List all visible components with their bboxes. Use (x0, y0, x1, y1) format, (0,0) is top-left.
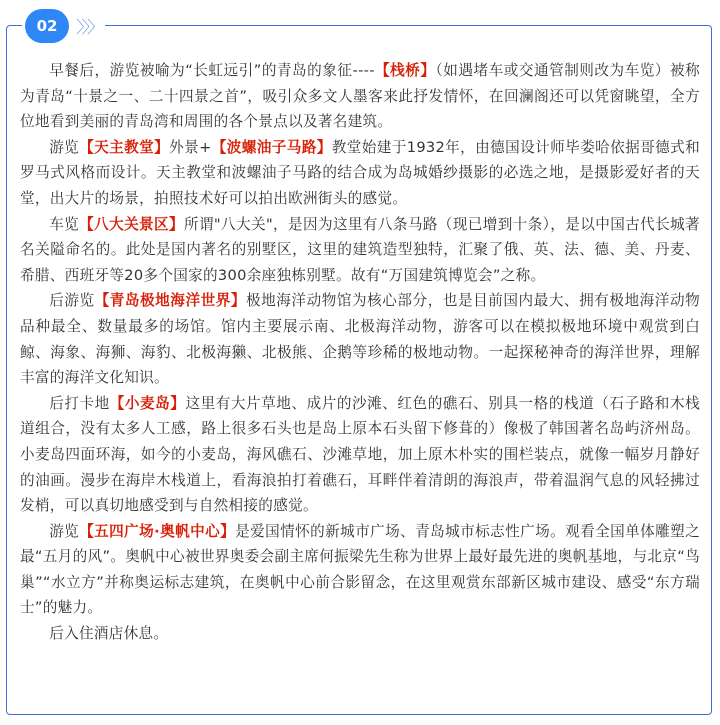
highlight-badaguan: 【八大关景区】 (79, 215, 184, 233)
paragraph-text: （如遇堵车或交通管制则改为车览）被称为青岛“十景之一、二十四景之首”，吸引众多文人墨客来此抒发情怀，在回澜阁还可以凭窗眺望，全方位地看到美丽的青岛湾和周围的各个景点以及著名建筑。 (20, 62, 701, 131)
paragraph-xiaomai-island (20, 391, 700, 519)
section-number-badge: 02 (25, 9, 69, 43)
paragraph-text: 是爱国情怀的新城市广场、青岛城市标志性广场。观看全国单体雕塑之最“五月的风”。奥帆中心被世界奥委会副主席何振梁先生称为世界上最好最先进的奥帆基地，与北京“鸟巢”“水立方”并称奥运标志建筑，在奥帆中心前合影留念，在这里观赏东部新区城市建设、感受“东方瑞士”的魅力。 (20, 522, 700, 617)
paragraph-text: 后打卡地 (49, 394, 110, 412)
highlight-may-fourth-square: 【五四广场·奥帆中心】 (79, 522, 236, 540)
paragraph-may-fourth-square (20, 519, 700, 621)
itinerary-text (20, 58, 700, 647)
highlight-boluo-road: 【波螺油子马路】 (211, 138, 332, 156)
paragraph-polar-ocean-world (20, 288, 700, 390)
highlight-polar-ocean-world: 【青岛极地海洋世界】 (94, 292, 247, 310)
paragraph-text: 游览 (49, 138, 80, 156)
paragraph-text: 教堂始建于1932年，由德国设计师毕娄哈依据哥德式和罗马式风格而设计。天主教堂和波螺油子马路的结合成为岛城婚纱摄影的必选之地，是摄影爱好者的天堂，出大片的场景，拍照技术好可以拍出欧洲街头的感觉。 (20, 138, 700, 207)
paragraph-text: 这里有大片草地、成片的沙滩、红色的礁石、别具一格的栈道（石子路和木栈道组合，没有太多人工感，路上很多石头也是岛上原本石头留下修葺的）像极了韩国著名岛屿济州岛。小麦岛四面环海，如今的小麦岛，海风礁石、沙滩草地，加上原木朴实的围栏装点，就像一幅岁月静好的油画。漫步在海岸木栈道上，看海浪拍打着礁石，耳畔伴着清朗的海浪声，带着温润气息的风轻拂过发梢，可以真切地感受到与自然相接的感觉。 (20, 394, 700, 515)
highlight-cathedral: 【天主教堂】 (79, 138, 170, 156)
paragraph-text: 车览 (49, 215, 80, 233)
paragraph-text: 后入住酒店休息。 (49, 625, 169, 643)
paragraph-zhanqiao (20, 58, 700, 135)
paragraph-text: 后游览 (49, 292, 95, 310)
paragraph-text: 早餐后，游览被喻为“长虹远引”的青岛的象征---- (49, 62, 375, 79)
highlight-zhanqiao: 【栈桥】 (374, 62, 436, 79)
paragraph-text: 外景+ (169, 138, 212, 156)
paragraph-text: 极地海洋动物馆为核心部分，也是目前国内最大、拥有极地海洋动物品种最全、数量最多的场馆。馆内主要展示南、北极海洋动物，游客可以在模拟极地环境中观赏到白鲸、海象、海狮、海豹、北极海獭、北极熊、企鹅等珍稀的极地动物。一起探秘神奇的海洋世界，理解丰富的海洋文化知识。 (20, 292, 700, 387)
paragraph-badaguan (20, 212, 700, 289)
paragraph-hotel (20, 621, 700, 647)
paragraph-cathedral (20, 135, 700, 212)
highlight-xiaomai-island: 【小麦岛】 (109, 394, 186, 412)
chevron-right-icon: 〉〉〉 (72, 13, 105, 38)
paragraph-text: 游览 (49, 522, 80, 540)
paragraph-text: 所谓"八大关"，是因为这里有八条马路（现已增到十条），是以中国古代长城著名关隘命名的。此处是国内著名的别墅区，这里的建筑造型独特，汇聚了俄、英、法、德、美、丹麦、希腊、西班牙等20多个国家的300余座独栋别墅。故有“万国建筑博览会”之称。 (20, 215, 700, 284)
